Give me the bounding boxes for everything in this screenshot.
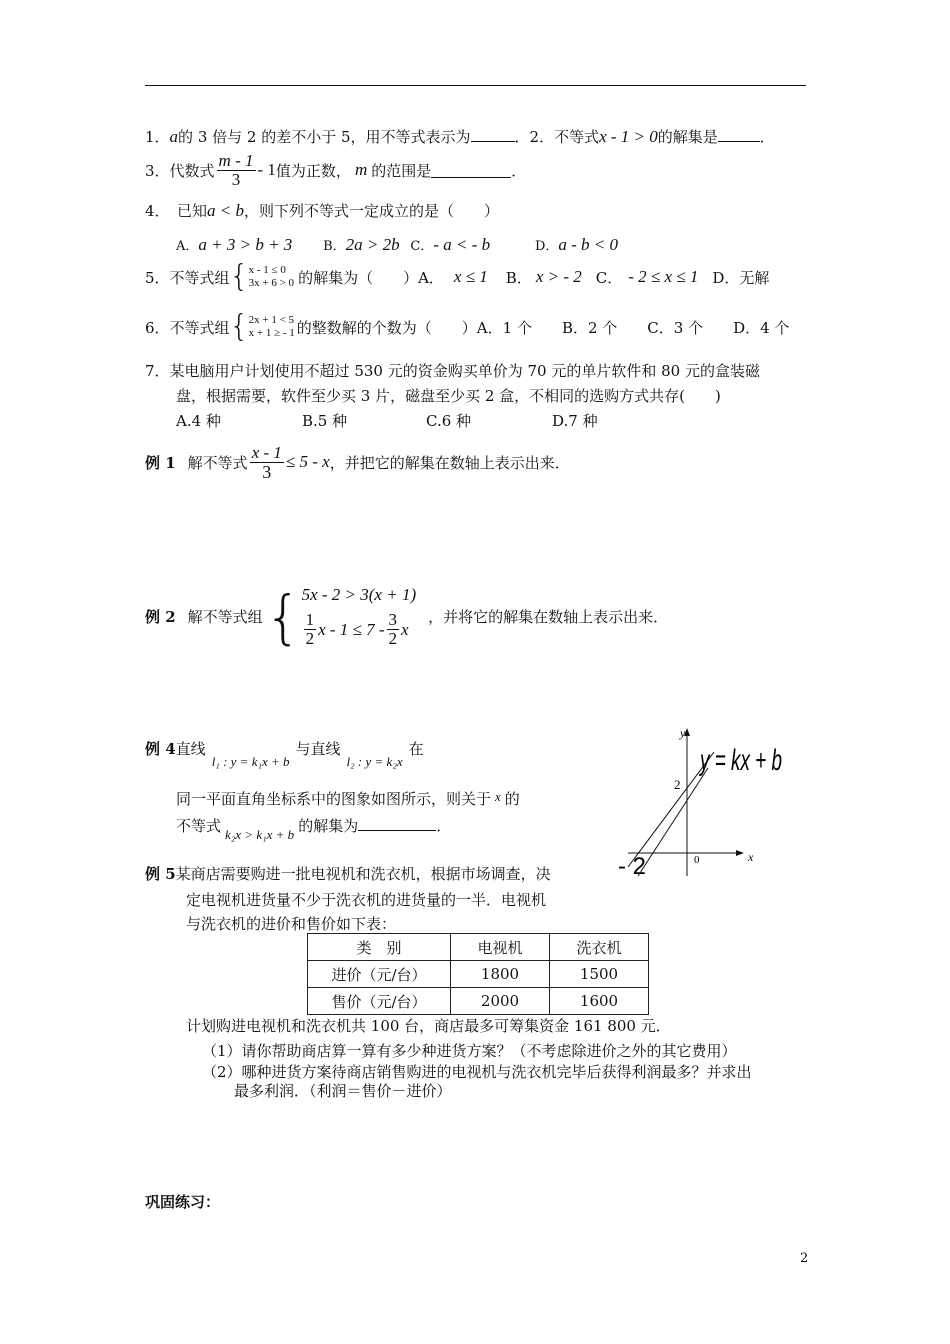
page-number: 2 — [800, 1251, 809, 1266]
question-6: 6．不等式组 { 2x + 1 < 5 x + 1 ≥ - 1 的整数解的个数为（ ）A．1 个 B．2 个 C．3 个 D．4 个 — [145, 309, 790, 344]
example-5-line2: 定电视机进货量不少于洗衣机的进货量的一半．电视机 — [186, 891, 547, 909]
example-4-line3: 不等式 k₂x > k₁x + b 的解集为 ． — [176, 817, 452, 842]
question-7-line1: 7．某电脑用户计划使用不超过 530 元的资金购买单价为 70 元的单片软件和 80 元的盒装磁 — [145, 362, 760, 380]
example-2: 例 2 解不等式组 { 5x - 2 > 3(x + 1) $\frac{1}{2}$ x - 1 ≤ 7 - $\frac{3}{2}$ x ，并将它的解集在数轴上表示出来． — [145, 582, 669, 651]
table-header: 电视机 — [451, 934, 550, 961]
example-5-sub2a: （2）哪种进货方案待商店销售购进的电视机与洗衣机完毕后获得利润最多？并求出 — [202, 1063, 752, 1081]
question-4-stem: 4． 已知a < b，则下列不等式一定成立的是（ ） — [145, 201, 500, 220]
intercept-2: 2 — [674, 777, 681, 792]
table-cell: 进价（元/台） — [308, 961, 451, 988]
table-cell: 1600 — [550, 988, 649, 1015]
question-7-line2: 盘，根据需要，软件至少买 3 片，磁盘至少买 2 盒，不相同的选购方式共存( ) — [176, 387, 721, 405]
table-row — [308, 934, 649, 961]
example-5-sub2b: 最多利润．（利润＝售价－进价） — [234, 1082, 452, 1100]
table-cell: 售价（元/台） — [308, 988, 451, 1015]
question-3: 3．代数式 $\frac{m - 1}{3}$ - 1 值为正数， m 的范围是 ． — [145, 151, 527, 189]
table-row — [308, 961, 649, 988]
price-table — [307, 933, 649, 1015]
origin-label: 0 — [694, 854, 700, 866]
table-cell: 1800 — [451, 961, 550, 988]
x-axis-label: x — [748, 850, 754, 864]
example-4-line2: 同一平面直角坐标系中的图象如图所示，则关于 x 的 — [176, 789, 520, 808]
question-5: 5．不等式组 { x - 1 ≤ 0 3x + 6 > 0 的解集为（ ）A． x ≤ 1 B． x > - 2 C． - 2 ≤ x ≤ 1 D．无解 — [145, 259, 770, 294]
intercept-neg2: - 2 — [618, 853, 647, 880]
x-axis-arrow — [736, 850, 744, 856]
table-header: 洗衣机 — [550, 934, 649, 961]
question-1: 1．a的 3 倍与 2 的差不小于 5，用不等式表示为 ．2．不等式x - 1 > 0的解集是 ． — [145, 127, 775, 146]
linear-graph — [610, 722, 810, 882]
example-5-line4: 计划购进电视机和洗衣机共 100 台，商店最多可筹集资金 161 800 元． — [186, 1017, 671, 1035]
question-4-options: A．a + 3 > b + 3 B．2a > 2b C．- a < - b D．a - b < 0 — [176, 235, 619, 254]
table-cell: 2000 — [451, 988, 550, 1015]
table-cell: 1500 — [550, 961, 649, 988]
practice-heading: 巩固练习： — [145, 1193, 221, 1211]
y-axis-label: y — [680, 726, 686, 740]
example-5-line3: 与洗衣机的进价和售价如下表： — [186, 915, 397, 933]
example-5-sub1: （1）请你帮助商店算一算有多少种进货方案？（不考虑除进价之外的其它费用） — [202, 1042, 737, 1060]
example-5-line1: 例 5某商店需要购进一批电视机和洗衣机，根据市场调查，决 — [145, 865, 551, 883]
example-4-line1: 例 4直线l₁ : y = k₁x + b与直线l₂ : y = k₂x在 — [145, 740, 424, 769]
equation-label: y = kx + b — [698, 744, 782, 777]
header-rule — [145, 85, 806, 86]
table-row — [308, 988, 649, 1015]
example-1: 例 1 解不等式 $\frac{x - 1}{3}$ ≤ 5 - x ，并把它的解集在数轴上表示出来． — [145, 443, 570, 482]
table-header: 类 别 — [308, 934, 451, 961]
question-7-options: A.4 种 B.5 种 C.6 种 D.7 种 — [176, 412, 598, 430]
